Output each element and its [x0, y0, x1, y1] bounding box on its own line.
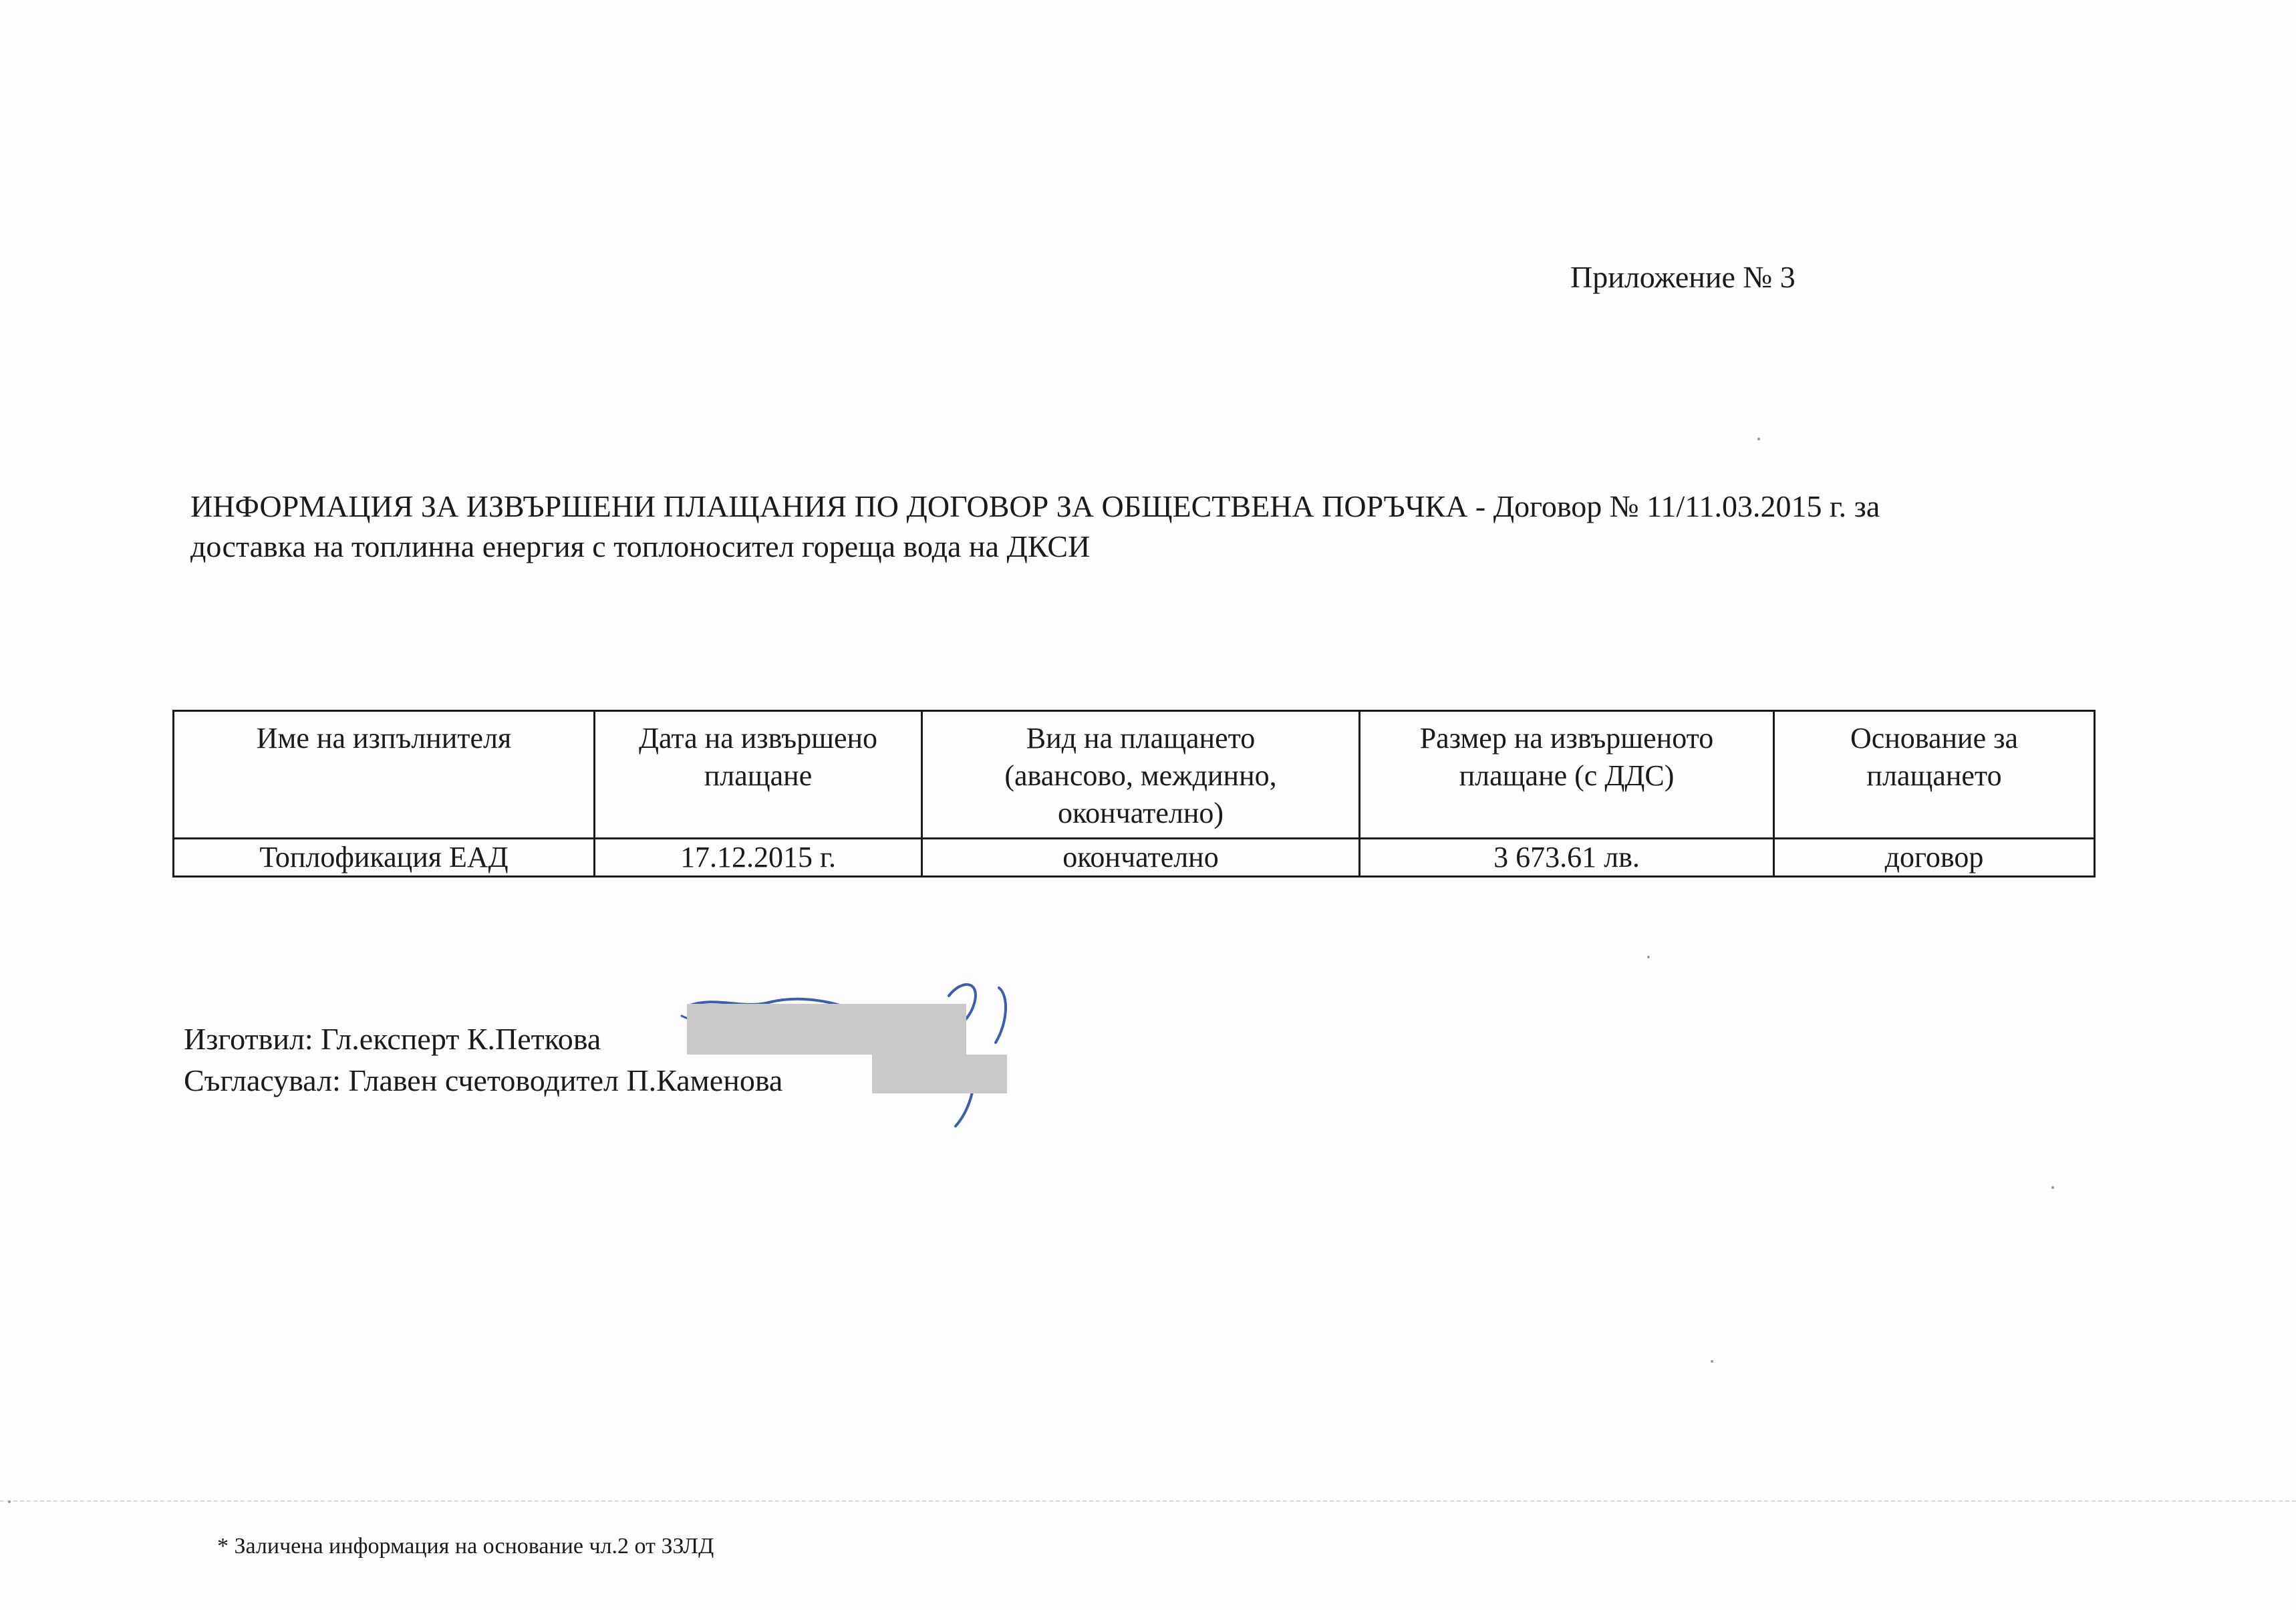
heading-line-1: ИНФОРМАЦИЯ ЗА ИЗВЪРШЕНИ ПЛАЩАНИЯ ПО ДОГОВОР ЗА ОБЩЕСТВЕНА ПОРЪЧКА - Договор № 11/11.03.2015 г. за: [190, 489, 1880, 523]
cell-payment-amount: 3 673.61 лв.: [1360, 839, 1774, 877]
header-payment-basis-line-2: плащането: [1866, 759, 2002, 792]
cell-payment-type: окончателно: [922, 839, 1360, 877]
payments-table: [172, 710, 2096, 878]
cell-payment-basis: договор: [1774, 839, 2095, 877]
cell-payment-date: 17.12.2015 г.: [595, 839, 922, 877]
header-contractor: [174, 711, 595, 839]
scan-speck: [2051, 1186, 2054, 1189]
document-heading: [190, 487, 2061, 567]
annex-label: Приложение № 3: [1570, 260, 1796, 294]
redaction-box-agreed: [872, 1055, 1007, 1093]
header-payment-type-line-3: окончателно): [1057, 797, 1224, 829]
header-payment-type-line-1: Вид на плащането: [1026, 722, 1256, 755]
cell-contractor: Топлофикация ЕАД: [174, 839, 595, 877]
scan-speck: [1711, 1360, 1713, 1363]
heading-line-2: доставка на топлинна енергия с топлоносител гореща вода на ДКСИ: [190, 529, 1091, 563]
header-contractor-line-1: Име на изпълнителя: [256, 722, 512, 755]
footnote: * Заличена информация на основание чл.2 от ЗЗЛД: [217, 1534, 714, 1559]
agreed-by-line: Съгласувал: Главен счетоводител П.Каменова: [184, 1063, 783, 1097]
header-payment-amount: [1360, 711, 1774, 839]
footer-divider: [0, 1500, 2296, 1502]
header-payment-basis-line-1: Основание за: [1850, 722, 2019, 755]
header-payment-basis: [1774, 711, 2095, 839]
table-header-row: [174, 711, 2095, 839]
scan-speck: [1647, 956, 1650, 958]
header-payment-date-line-1: Дата на извършено: [638, 722, 878, 755]
table-row: [174, 839, 2095, 877]
header-payment-type: [922, 711, 1360, 839]
scan-speck: [1757, 438, 1760, 440]
header-payment-date-line-2: плащане: [704, 759, 813, 792]
redaction-box-prepared: [687, 1004, 966, 1055]
header-payment-amount-line-2: плащане (с ДДС): [1459, 759, 1675, 792]
header-payment-date: [595, 711, 922, 839]
header-payment-amount-line-1: Размер на извършеното: [1419, 722, 1714, 755]
prepared-by-line: Изготвил: Гл.експерт К.Петкова: [184, 1022, 601, 1056]
scan-speck: [8, 1500, 11, 1503]
header-payment-type-line-2: (авансово, междинно,: [1004, 759, 1277, 792]
